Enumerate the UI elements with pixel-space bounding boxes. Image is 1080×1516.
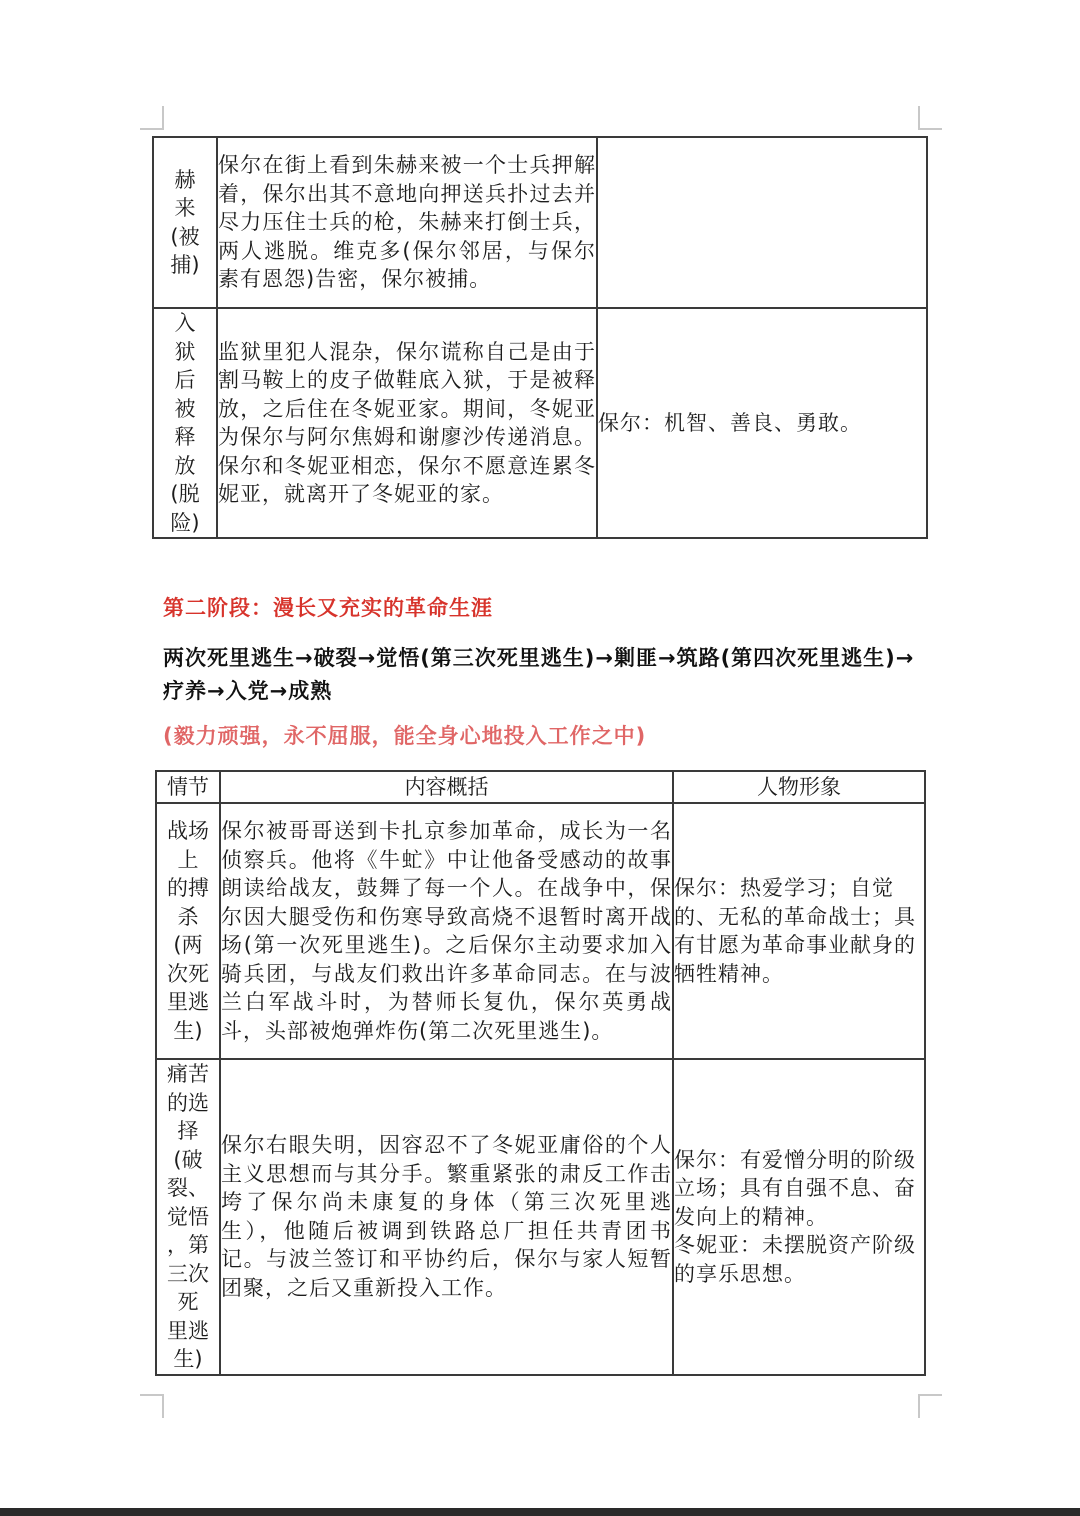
crop-mark-top-right — [918, 106, 942, 130]
content-cell: 保尔右眼失明，因容忍不了冬妮亚庸俗的个人主义思想而与其分手。繁重紧张的肃反工作击垮了保尔尚未康复的身体（第三次死里逃生），他随后被调到铁路总厂担任共青团书记。与波兰签订和平协约后，保尔与家人短暂团聚，之后又重新投入工作。 — [220, 1059, 673, 1375]
crop-mark-bottom-right — [918, 1394, 942, 1418]
crop-mark-top-left — [140, 106, 164, 130]
header-image: 人物形象 — [673, 771, 925, 803]
character-image-cell: 保尔：机智、善良、勇敢。 — [597, 308, 927, 538]
event-cell: 痛苦 的选 择 (破 裂、 觉悟 ，第 三次 死 里逃 生) — [156, 1059, 220, 1375]
table-row — [153, 308, 927, 538]
content-cell: 保尔被哥哥送到卡扎京参加革命，成长为一名侦察兵。他将《牛虻》中让他备受感动的故事朗读给战友，鼓舞了每一个人。在战争中，保尔因大腿受伤和伤寒导致高烧不退暂时离开战场(第一次死里逃生)。之后保尔主动要求加入骑兵团，与战友们救出许多革命同志。在与波兰白军战斗时，为替师长复仇，保尔英勇战斗，头部被炮弹炸伤(第二次死里逃生)。 — [220, 803, 673, 1059]
table-row — [153, 137, 927, 308]
content-cell: 保尔在街上看到朱赫来被一个士兵押解着，保尔出其不意地向押送兵扑过去并尽力压住士兵的枪，朱赫来打倒士兵，两人逃脱。维克多(保尔邻居，与保尔素有恩怨)告密，保尔被捕。 — [217, 137, 597, 308]
character-image-cell: 保尔：热爱学习；自觉的、无私的革命战士；具有甘愿为革命事业献身的牺牲精神。 — [673, 803, 925, 1059]
character-image-cell — [597, 137, 927, 308]
event-cell: 战场 上 的搏 杀 (两 次死 里逃 生) — [156, 803, 220, 1059]
table-header-row — [156, 771, 925, 803]
content-cell: 监狱里犯人混杂，保尔谎称自己是由于割马鞍上的皮子做鞋底入狱，于是被释放，之后住在冬妮亚家。期间，冬妮亚为保尔与阿尔焦姆和谢廖沙传递消息。保尔和冬妮亚相恋，保尔不愿意连累冬妮亚，就离开了冬妮亚的家。 — [217, 308, 597, 538]
character-quality-note: (毅力顽强，永不屈服，能全身心地投入工作之中) — [163, 724, 647, 748]
crop-mark-bottom-left — [140, 1394, 164, 1418]
character-image-cell: 保尔：有爱憎分明的阶级立场；具有自强不息、奋发向上的精神。 冬妮亚：未摆脱资产阶级的享乐思想。 — [673, 1059, 925, 1375]
event-cell: 赫 来 (被 捕) — [153, 137, 217, 308]
plot-table-stage-two — [155, 770, 926, 1376]
table-row — [156, 803, 925, 1059]
plot-flow-summary: 两次死里逃生→破裂→觉悟(第三次死里逃生)→剿匪→筑路(第四次死里逃生)→疗养→入党→成熟 — [163, 646, 915, 703]
section-title: 第二阶段：漫长又充实的革命生涯 — [163, 596, 493, 620]
screen-bottom-bar — [0, 1508, 1080, 1516]
table-row — [156, 1059, 925, 1375]
header-content: 内容概括 — [220, 771, 673, 803]
event-cell: 入 狱 后 被 释 放 (脱 险) — [153, 308, 217, 538]
header-event: 情节 — [156, 771, 220, 803]
plot-table-stage-one — [152, 136, 928, 539]
